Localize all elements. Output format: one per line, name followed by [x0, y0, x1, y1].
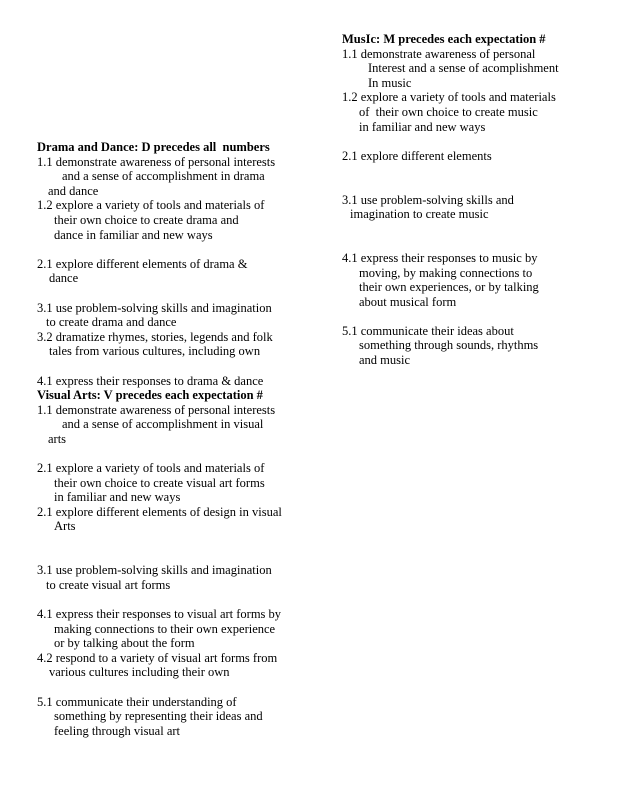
text-line: 1.1 demonstrate awareness of personal: [342, 46, 536, 61]
text-line: 3.1 use problem-solving skills and imagination: [37, 300, 272, 315]
text-line: 2.1 explore different elements of design in visual: [37, 504, 282, 519]
blank-line: [37, 592, 339, 607]
blank-line: [342, 222, 634, 237]
section-heading: Visual Arts: V precedes each expectation #: [37, 388, 263, 403]
text-line: 5.1 communicate their understanding of: [37, 694, 237, 709]
text-line: 5.1 communicate their ideas about: [342, 323, 514, 338]
text-line: In music: [368, 75, 412, 90]
text-line: feeling through visual art: [54, 723, 181, 738]
text-line: or by talking about the form: [54, 636, 195, 651]
blank-line: [342, 236, 634, 251]
text-line: dance in familiar and new ways: [54, 227, 213, 242]
section-heading: MusIc: M precedes each expectation #: [342, 32, 546, 46]
text-line: 3.1 use problem-solving skills and: [342, 192, 514, 207]
text-line: moving, by making connections to: [359, 265, 533, 280]
text-line: and dance: [48, 183, 99, 198]
text-line: and a sense of accomplishment in visual: [62, 417, 264, 432]
column-music: [342, 32, 634, 368]
text-line: 4.1 express their responses to drama & dance: [37, 373, 264, 388]
blank-line: [37, 549, 339, 564]
text-line: and a sense of accomplishment in drama: [62, 169, 265, 184]
blank-line: [37, 359, 339, 374]
text-line: 4.2 respond to a variety of visual art forms from: [37, 650, 278, 665]
text-line: 4.1 express their responses to music by: [342, 250, 538, 265]
text-line: 1.1 demonstrate awareness of personal interests: [37, 154, 276, 169]
text-line: about musical form: [359, 294, 457, 309]
blank-line: [342, 178, 634, 193]
text-line: their own experiences, or by talking: [359, 280, 539, 295]
text-line: Arts: [54, 519, 76, 534]
text-line: dance: [49, 271, 79, 286]
text-line: in familiar and new ways: [359, 119, 486, 134]
blank-line: [342, 134, 634, 149]
blank-line: [342, 309, 634, 324]
text-line: making connections to their own experience: [54, 621, 276, 636]
text-line: arts: [48, 431, 67, 446]
text-line: in familiar and new ways: [54, 490, 181, 505]
text-line: tales from various cultures, including own: [49, 344, 261, 359]
blank-line: [342, 163, 634, 178]
text-line: of their own choice to create music: [359, 104, 538, 119]
text-line: to create drama and dance: [46, 315, 177, 330]
text-line: various cultures including their own: [49, 665, 230, 680]
text-line: 1.1 demonstrate awareness of personal interests: [37, 402, 276, 417]
text-line: something through sounds, rhythms: [359, 338, 539, 353]
text-line: imagination to create music: [350, 207, 489, 222]
blank-line: [37, 446, 339, 461]
blank-line: [37, 286, 339, 301]
text-line: 2.1 explore a variety of tools and materials of: [37, 461, 265, 476]
text-line: 2.1 explore different elements of drama &: [37, 256, 248, 271]
text-line: to create visual art forms: [46, 577, 171, 592]
blank-line: [37, 534, 339, 549]
text-line: 1.2 explore a variety of tools and materials of: [37, 198, 265, 213]
text-line: their own choice to create visual art forms: [54, 475, 265, 490]
text-line: 1.2 explore a variety of tools and materials: [342, 90, 556, 105]
section-heading: Drama and Dance: D precedes all numbers: [37, 140, 270, 154]
blank-line: [37, 680, 339, 695]
text-line: 3.1 use problem-solving skills and imagination: [37, 563, 272, 578]
text-line: 2.1 explore different elements: [342, 148, 492, 163]
column-drama-and-visual-arts: [37, 140, 339, 738]
text-line: 4.1 express their responses to visual art forms by: [37, 607, 282, 621]
blank-line: [37, 242, 339, 257]
text-line: Interest and a sense of acomplishment: [368, 61, 559, 76]
text-line: something by representing their ideas and: [54, 709, 263, 724]
text-line: 3.2 dramatize rhymes, stories, legends and folk: [37, 329, 273, 344]
text-line: and music: [359, 353, 411, 368]
text-line: their own choice to create drama and: [54, 212, 239, 227]
